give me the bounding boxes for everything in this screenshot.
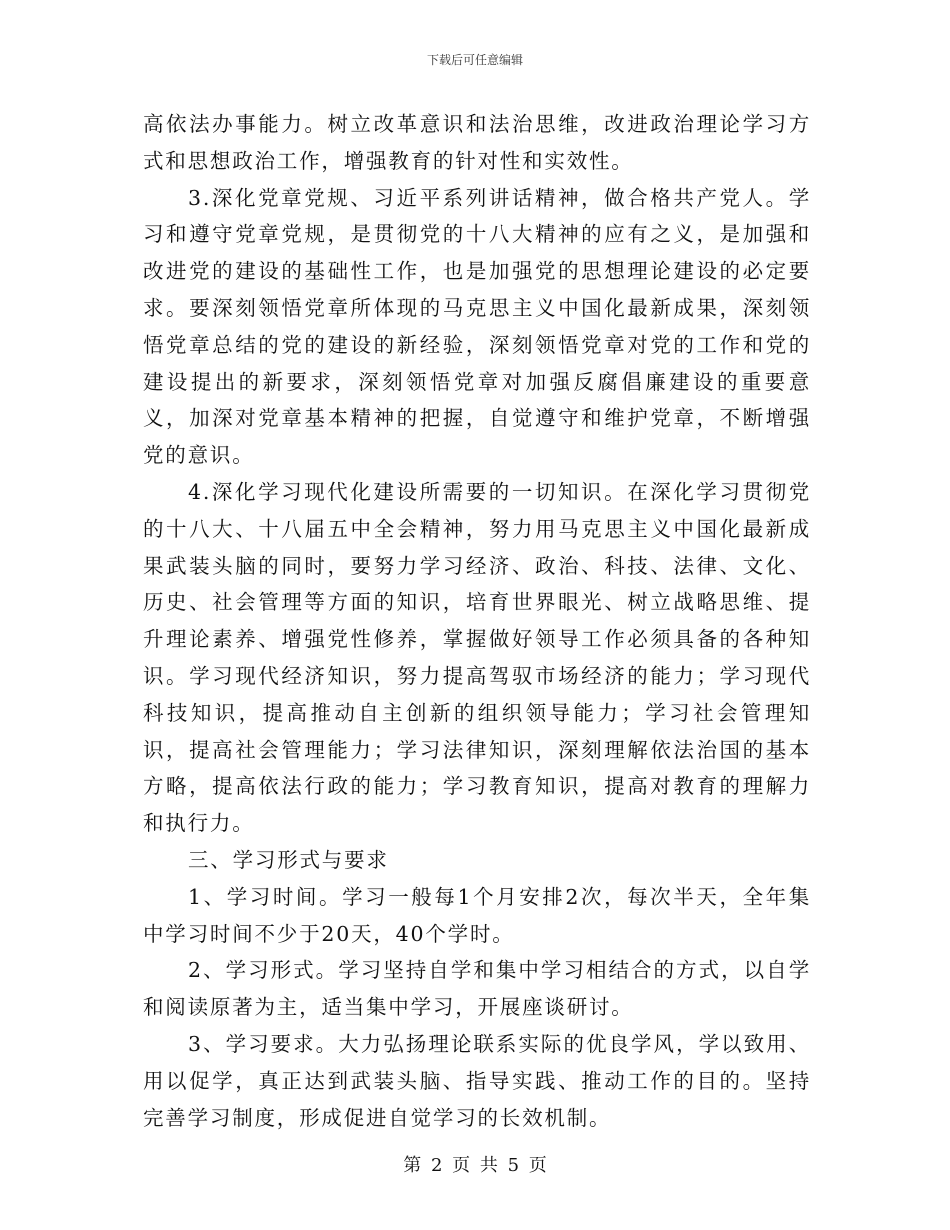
page-header: 下载后可任意编辑 [426, 53, 523, 67]
section-heading: 三、学习形式与要求 [188, 847, 389, 872]
paragraph-study-requirement: 3、学习要求。大力弘扬理论联系实际的优良学风，学以致用、用以促学，真正达到武装头脑、指导实践、推动工作的目的。坚持完善学习制度，形成促进自觉学习的长效机制。 [143, 1031, 811, 1130]
paragraph-item-4: 4.深化学习现代化建设所需要的一切知识。在深化学习贯彻党的十八大、十八届五中全会精神，努力用马克思主义中国化最新成果武装头脑的同时，要努力学习经济、政治、科技、法律、文化、历史、社会管理等方面的知识，培育世界眼光、树立战略思维、提升理论素养、增强党性修养，掌握做好领导工作必须具备的各种知识。学习现代经济知识，努力提高驾驭市场经济的能力；学习现代科技知识，提高推动自主创新的组织领导能力；学习社会管理知识，提高社会管理能力；学习法律知识，深刻理解依法治国的基本方略，提高依法行政的能力；学习教育知识，提高对教育的理解力和执行力。 [143, 479, 811, 836]
paragraph-continuation: 高依法办事能力。树立改革意识和法治思维，改进政治理论学习方式和思想政治工作，增强教育的针对性和实效性。 [143, 112, 811, 173]
page-number-footer: 第 2 页 共 5 页 [403, 1155, 547, 1176]
paragraph-item-3: 3.深化党章党规、习近平系列讲话精神，做合格共产党人。学习和遵守党章党规，是贯彻党的十八大精神的应有之义，是加强和改进党的建设的基础性工作，也是加强党的思想理论建设的必定要求。要深刻领悟党章所体现的马克思主义中国化最新成果，深刻领悟党章总结的党的建设的新经验，深刻领悟党章对党的工作和党的建设提出的新要求，深刻领悟党章对加强反腐倡廉建设的重要意义，加深对党章基本精神的把握，自觉遵守和维护党章，不断增强党的意识。 [143, 185, 811, 468]
document-body [143, 106, 811, 1136]
paragraph-study-time: 1、学习时间。学习一般每1个月安排2次，每次半天，全年集中学习时间不少于20天，40个学时。 [143, 884, 811, 946]
paragraph-study-form: 2、学习形式。学习坚持自学和集中学习相结合的方式，以自学和阅读原著为主，适当集中学习，开展座谈研讨。 [143, 958, 811, 1020]
